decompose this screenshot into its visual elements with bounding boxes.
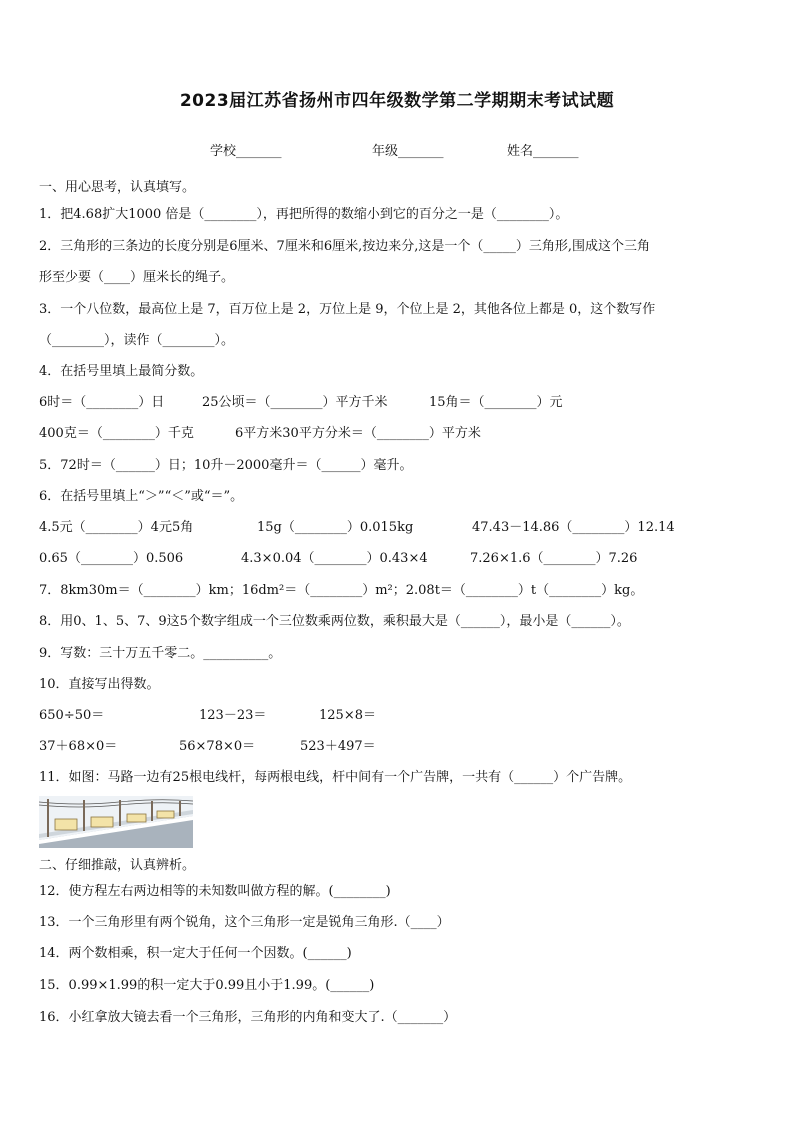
q10-item-5: 56×78×0＝ <box>179 739 256 754</box>
name-field[interactable]: 姓名_______ <box>507 144 579 159</box>
question-3-line-2: （________），读作（________）。 <box>39 333 235 348</box>
q10-item-4: 37＋68×0＝ <box>39 739 118 754</box>
question-9: 9．写数：三十万五千零二。__________。 <box>39 646 282 661</box>
question-6: 6．在括号里填上“＞”“＜”或“＝”。 <box>39 489 244 504</box>
q6-item-1: 4.5元（________）4元5角 <box>39 520 194 535</box>
q4-item-5: 6平方米30平方分米＝（________）平方米 <box>235 426 481 441</box>
q4-item-4: 400克＝（________）千克 <box>39 426 194 441</box>
question-7: 7．8km30m＝（________）km；16dm²＝（________）m²；2.08t＝（________）t（________）kg。 <box>39 583 644 598</box>
q6-item-4: 0.65（________）0.506 <box>39 551 184 566</box>
question-12: 12．使方程左右两边相等的未知数叫做方程的解。(________) <box>39 884 391 899</box>
question-4: 4．在括号里填上最简分数。 <box>39 364 204 379</box>
question-2-line-2: 形至少要（____）厘米长的绳子。 <box>39 270 235 285</box>
question-10-row-1 <box>39 707 376 725</box>
question-16: 16．小红拿放大镜去看一个三角形，三角形的内角和变大了.（_______） <box>39 1010 457 1025</box>
question-13: 13．一个三角形里有两个锐角，这个三角形一定是锐角三角形.（____） <box>39 915 450 930</box>
question-2-line-1: 2．三角形的三条边的长度分别是6厘米、7厘米和6厘米,按边来分,这是一个（_____）三角形,围成这个三角 <box>39 239 650 254</box>
section-1-heading: 一、用心思考，认真填写。 <box>39 180 196 195</box>
q10-item-1: 650÷50＝ <box>39 708 105 723</box>
question-10: 10．直接写出得数。 <box>39 677 160 692</box>
q10-item-6: 523＋497＝ <box>300 739 376 754</box>
section-2-heading: 二、仔细推敲，认真辨析。 <box>39 858 196 873</box>
q10-item-2: 123－23＝ <box>199 708 267 723</box>
question-5: 5．72时＝（______）日；10升－2000毫升＝（______）毫升。 <box>39 458 413 473</box>
question-10-row-2 <box>39 738 376 756</box>
q10-item-3: 125×8＝ <box>319 708 376 723</box>
question-15: 15．0.99×1.99的积一定大于0.99且小于1.99。(______) <box>39 978 375 993</box>
question-4-row-2 <box>39 425 481 443</box>
q4-item-3: 15角＝（________）元 <box>429 395 563 410</box>
q6-item-5: 4.3×0.04（________）0.43×4 <box>241 551 428 566</box>
question-1: 1．把4.68扩大1000 倍是（________），再把所得的数缩小到它的百分之一是（________）。 <box>39 207 569 222</box>
school-field[interactable]: 学校_______ <box>210 144 282 159</box>
question-6-row-2 <box>39 550 638 568</box>
q6-item-2: 15g（________）0.015kg <box>257 520 414 535</box>
question-14: 14．两个数相乘，积一定大于任何一个因数。(______) <box>39 946 352 961</box>
question-4-row-1 <box>39 394 563 412</box>
question-8: 8．用0、1、5、7、9这5个数字组成一个三位数乘两位数，乘积最大是（______），最小是（______）。 <box>39 614 630 629</box>
question-3-line-1: 3．一个八位数，最高位上是 7，百万位上是 2，万位上是 9，个位上是 2，其他各位上都是 0，这个数写作 <box>39 302 656 317</box>
q6-item-6: 7.26×1.6（________）7.26 <box>470 551 638 566</box>
question-11: 11．如图：马路一边有25根电线杆，每两根电线，杆中间有一个广告牌，一共有（______）个广告牌。 <box>39 770 632 785</box>
question-6-row-1 <box>39 519 675 537</box>
q4-item-2: 25公顷＝（________）平方千米 <box>202 395 388 410</box>
q6-item-3: 47.43－14.86（________）12.14 <box>472 520 675 535</box>
page-title: 2023届江苏省扬州市四年级数学第二学期期末考试试题 <box>179 91 615 111</box>
q4-item-1: 6时＝（________）日 <box>39 395 165 410</box>
grade-field[interactable]: 年级_______ <box>372 144 444 159</box>
roadside-poles-image <box>39 796 193 848</box>
